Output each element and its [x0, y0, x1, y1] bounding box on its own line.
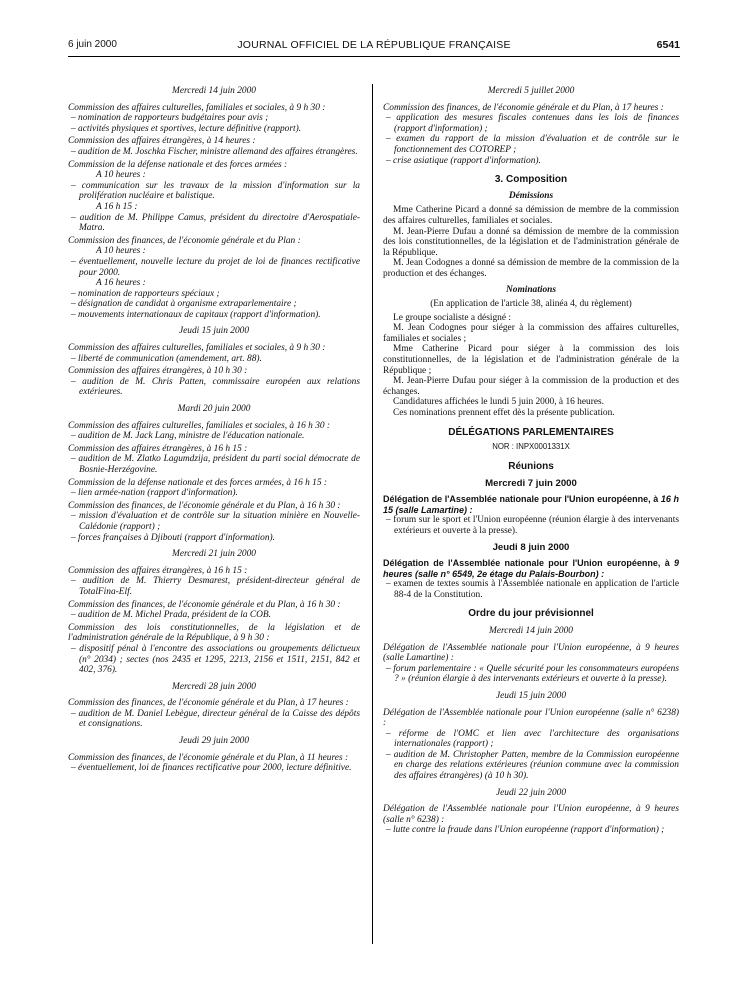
agenda-item: – lutte contre la fraude dans l'Union européenne (rapport d'information) ; — [386, 825, 665, 836]
agenda-item: – audition de M. Philippe Camus, président du directoire d'Aerospatiale-Matra. — [71, 212, 360, 234]
day-heading: Mardi 20 juin 2000 — [177, 404, 251, 415]
agenda-item: – nomination de rapporteurs spéciaux ; — [71, 288, 220, 299]
agenda-item: – audition de M. Michel Prada, président de la COB. — [71, 610, 271, 621]
committee-line: Délégation de l'Assemblée nationale pour l'Union européenne, à 9 heures (salle Lamartine) : — [383, 642, 679, 664]
paragraph: M. Jean-Pierre Dufau a donné sa démission de membre de la commission des lois constitutionnelles, de la législation et de l'administration générale de la République. — [383, 226, 679, 258]
agenda-item: – audition de M. Chris Patten, commissaire européen aux relations extérieures. — [71, 376, 360, 398]
agenda-item: – crise asiatique (rapport d'information). — [386, 155, 541, 166]
header-rule — [68, 56, 680, 57]
section-heading: Ordre du jour prévisionnel — [468, 608, 594, 620]
committee-line: Commission de la défense nationale et des forces armées : — [68, 159, 288, 170]
day-heading: Mercredi 28 juin 2000 — [172, 681, 256, 692]
committee-line: Commission des lois constitutionnelles, de la législation et de l'administration générale de la République, à 9 h 30 : — [68, 622, 360, 644]
agenda-item: – activités physiques et sportives, lecture définitive (rapport). — [71, 123, 302, 134]
committee-line: Délégation de l'Assemblée nationale pour l'Union européenne, à 9 heures (salle n° 6238) : — [383, 804, 679, 825]
committee-line: Délégation de l'Assemblée nationale pour l'Union européenne (salle n° 6238) : — [383, 707, 679, 729]
day-heading: Mercredi 7 juin 2000 — [485, 478, 577, 490]
agenda-item: – audition de M. Christopher Patten, membre de la Commission européenne en charge des relations extérieures (réunion commune avec la commission des affaires étrangères) (à 10 h 30). — [386, 749, 679, 782]
time-line: A 16 h 15 : — [96, 201, 138, 212]
committee-line: Commission des finances, de l'économie générale et du Plan, à 16 h 30 : — [68, 599, 341, 610]
agenda-item: – forum sur le sport et l'Union européenne (réunion élargie à des intervenants extérieurs et ouverte à la presse). — [386, 515, 679, 536]
page-header — [68, 39, 680, 55]
nor-reference: NOR : INPX0001331X — [492, 442, 570, 452]
delegation-line — [383, 558, 679, 579]
header-page-number: 6541 — [656, 39, 680, 51]
committee-line: Commission des affaires culturelles, familiales et sociales, à 16 h 30 : — [68, 420, 331, 431]
time-line: A 10 heures : — [96, 246, 146, 257]
committee-line: Commission des finances, de l'économie générale et du Plan, à 11 heures : — [68, 752, 349, 763]
day-heading: Mercredi 14 juin 2000 — [489, 625, 573, 636]
agenda-item: – forces françaises à Djibouti (rapport d'information). — [71, 532, 275, 543]
header-date: 6 juin 2000 — [68, 39, 117, 50]
column-divider — [372, 84, 373, 944]
delegation-line — [383, 494, 679, 515]
day-heading: Jeudi 29 juin 2000 — [178, 736, 250, 747]
agenda-item: – examen du rapport de la mission d'évaluation et de contrôle sur le fonctionnement des COTOREP ; — [386, 134, 679, 155]
committee-line: Commission des finances, de l'économie générale et du Plan, à 17 heures : — [383, 102, 664, 113]
agenda-item: – éventuellement, loi de finances rectificative pour 2000, lecture définitive. — [71, 763, 352, 774]
paragraph: M. Jean Codognes pour siéger à la commission des affaires culturelles, familiales et sociales ; — [383, 323, 679, 344]
header-title: JOURNAL OFFICIEL DE LA RÉPUBLIQUE FRANÇAISE — [237, 39, 511, 51]
committee-line: Commission de la défense nationale et des forces armées, à 16 h 15 : — [68, 477, 327, 488]
section-heading: DÉLÉGATIONS PARLEMENTAIRES — [448, 426, 614, 438]
day-heading: Jeudi 15 juin 2000 — [178, 326, 250, 337]
paragraph: M. Jean-Pierre Dufau pour siéger à la commission de la production et des échanges. — [383, 376, 679, 397]
time-line: A 16 heures : — [96, 278, 146, 289]
committee-line: Commission des finances, de l'économie générale et du Plan : — [68, 235, 301, 246]
delegation-title: Délégation de l'Assemblée nationale pour l'Union européenne, à — [383, 557, 670, 568]
section-heading: Réunions — [508, 460, 554, 472]
day-heading: Mercredi 5 juillet 2000 — [487, 86, 575, 96]
day-heading: Mercredi 21 juin 2000 — [172, 549, 256, 560]
time-line: A 10 heures : — [96, 170, 146, 181]
agenda-item: – réforme de l'OMC et lien avec l'architecture des organisations internationales (rapport) ; — [386, 728, 679, 750]
paragraph: Le groupe socialiste a désigné : — [393, 312, 511, 323]
delegation-details: 16 h 15 (salle Lamartine) : — [383, 494, 679, 515]
committee-line: Commission des affaires culturelles, familiales et sociales, à 9 h 30 : — [68, 343, 326, 354]
paragraph: Mme Catherine Picard a donné sa démission de membre de la commission des affaires culturelles, familiales et sociales. — [383, 205, 679, 226]
agenda-item: – éventuellement, nouvelle lecture du projet de loi de finances rectificative pour 2000. — [71, 256, 360, 278]
agenda-item: – désignation de candidat à organisme extraparlementaire ; — [71, 299, 297, 310]
delegation-title: Délégation de l'Assemblée nationale pour l'Union européenne, à — [383, 494, 659, 504]
agenda-item: – audition de M. Jack Lang, ministre de l'éducation nationale. — [71, 431, 305, 442]
committee-line: Commission des affaires étrangères, à 16 h 15 : — [68, 565, 248, 576]
agenda-item: – application des mesures fiscales contenues dans les lois de finances (rapport d'information) ; — [386, 113, 679, 134]
agenda-item: – mouvements internationaux de capitaux (rapport d'information). — [71, 309, 321, 320]
agenda-item: – liberté de communication (amendement, art. 88). — [71, 353, 262, 364]
agenda-item: – audition de M. Zlatko Lagumdzija, président du parti social démocrate de Bosnie-Herzégovine. — [71, 454, 360, 475]
day-heading: Jeudi 8 juin 2000 — [492, 542, 570, 554]
subsection-heading: Démissions — [508, 190, 554, 201]
committee-line: Commission des affaires étrangères, à 10 h 30 : — [68, 366, 248, 377]
agenda-item: – communication sur les travaux de la mission d'information sur la prolifération nucléaire et balistique. — [71, 180, 360, 202]
paragraph: Candidatures affichées le lundi 5 juin 2000, à 16 heures. — [393, 397, 604, 408]
agenda-item: – lien armée-nation (rapport d'information). — [71, 488, 238, 499]
delegation-details: 9 heures (salle n° 6549, 2e étage du Palais-Bourbon) : — [383, 557, 679, 579]
committee-line: Commission des finances, de l'économie générale et du Plan, à 16 h 30 : — [68, 500, 341, 511]
paragraph: M. Jean Codognes a donné sa démission de membre de la commission de la production et des échanges. — [383, 258, 679, 279]
right-column — [383, 86, 679, 836]
day-heading: Jeudi 22 juin 2000 — [495, 787, 567, 798]
day-heading: Mercredi 14 juin 2000 — [172, 86, 256, 96]
agenda-item: – nomination de rapporteurs budgétaires pour avis ; — [71, 113, 269, 124]
committee-line: Commission des affaires culturelles, familiales et sociales, à 9 h 30 : — [68, 102, 326, 113]
day-heading: Jeudi 15 juin 2000 — [495, 690, 567, 701]
agenda-item: – mission d'évaluation et de contrôle sur la situation minière en Nouvelle-Calédonie (rapport) ; — [71, 511, 360, 532]
subsection-heading: Nominations — [505, 284, 556, 295]
agenda-item: – forum parlementaire : « Quelle sécurité pour les consommateurs européens ? » (réunion élargie à des intervenants extérieurs et ouverte à la presse). — [386, 663, 679, 685]
agenda-item: – audition de M. Joschka Fischer, ministre allemand des affaires étrangères. — [71, 146, 358, 157]
left-column — [68, 86, 360, 774]
agenda-item: – examen de textes soumis à l'Assemblée nationale en application de l'article 88-4 de la Constitution. — [386, 579, 679, 600]
paragraph: Ces nominations prennent effet dès la présente publication. — [393, 408, 615, 419]
centered-note: (En application de l'article 38, alinéa 4, du règlement) — [430, 299, 632, 310]
committee-line: Commission des affaires étrangères, à 16 h 15 : — [68, 443, 248, 454]
committee-line: Commission des affaires étrangères, à 14 heures : — [68, 136, 256, 147]
agenda-item: – audition de M. Thierry Desmarest, président-directeur général de TotalFina-Elf. — [71, 576, 360, 597]
agenda-item: – audition de M. Daniel Lebègue, directeur général de la Caisse des dépôts et consignations. — [71, 708, 360, 730]
section-heading: 3. Composition — [494, 174, 568, 186]
paragraph: Mme Catherine Picard pour siéger à la commission des lois constitutionnelles, de la législation et de l'administration générale de la République ; — [383, 344, 679, 376]
committee-line: Commission des finances, de l'économie générale et du Plan, à 17 heures : — [68, 698, 349, 709]
agenda-item: – dispositif pénal à l'encontre des associations ou groupements délictueux (n° 2034) ; sectes (nos 2435 et 1295, 2213, 2156 et 1511, 2151, 842 et 402, 376). — [71, 643, 360, 676]
